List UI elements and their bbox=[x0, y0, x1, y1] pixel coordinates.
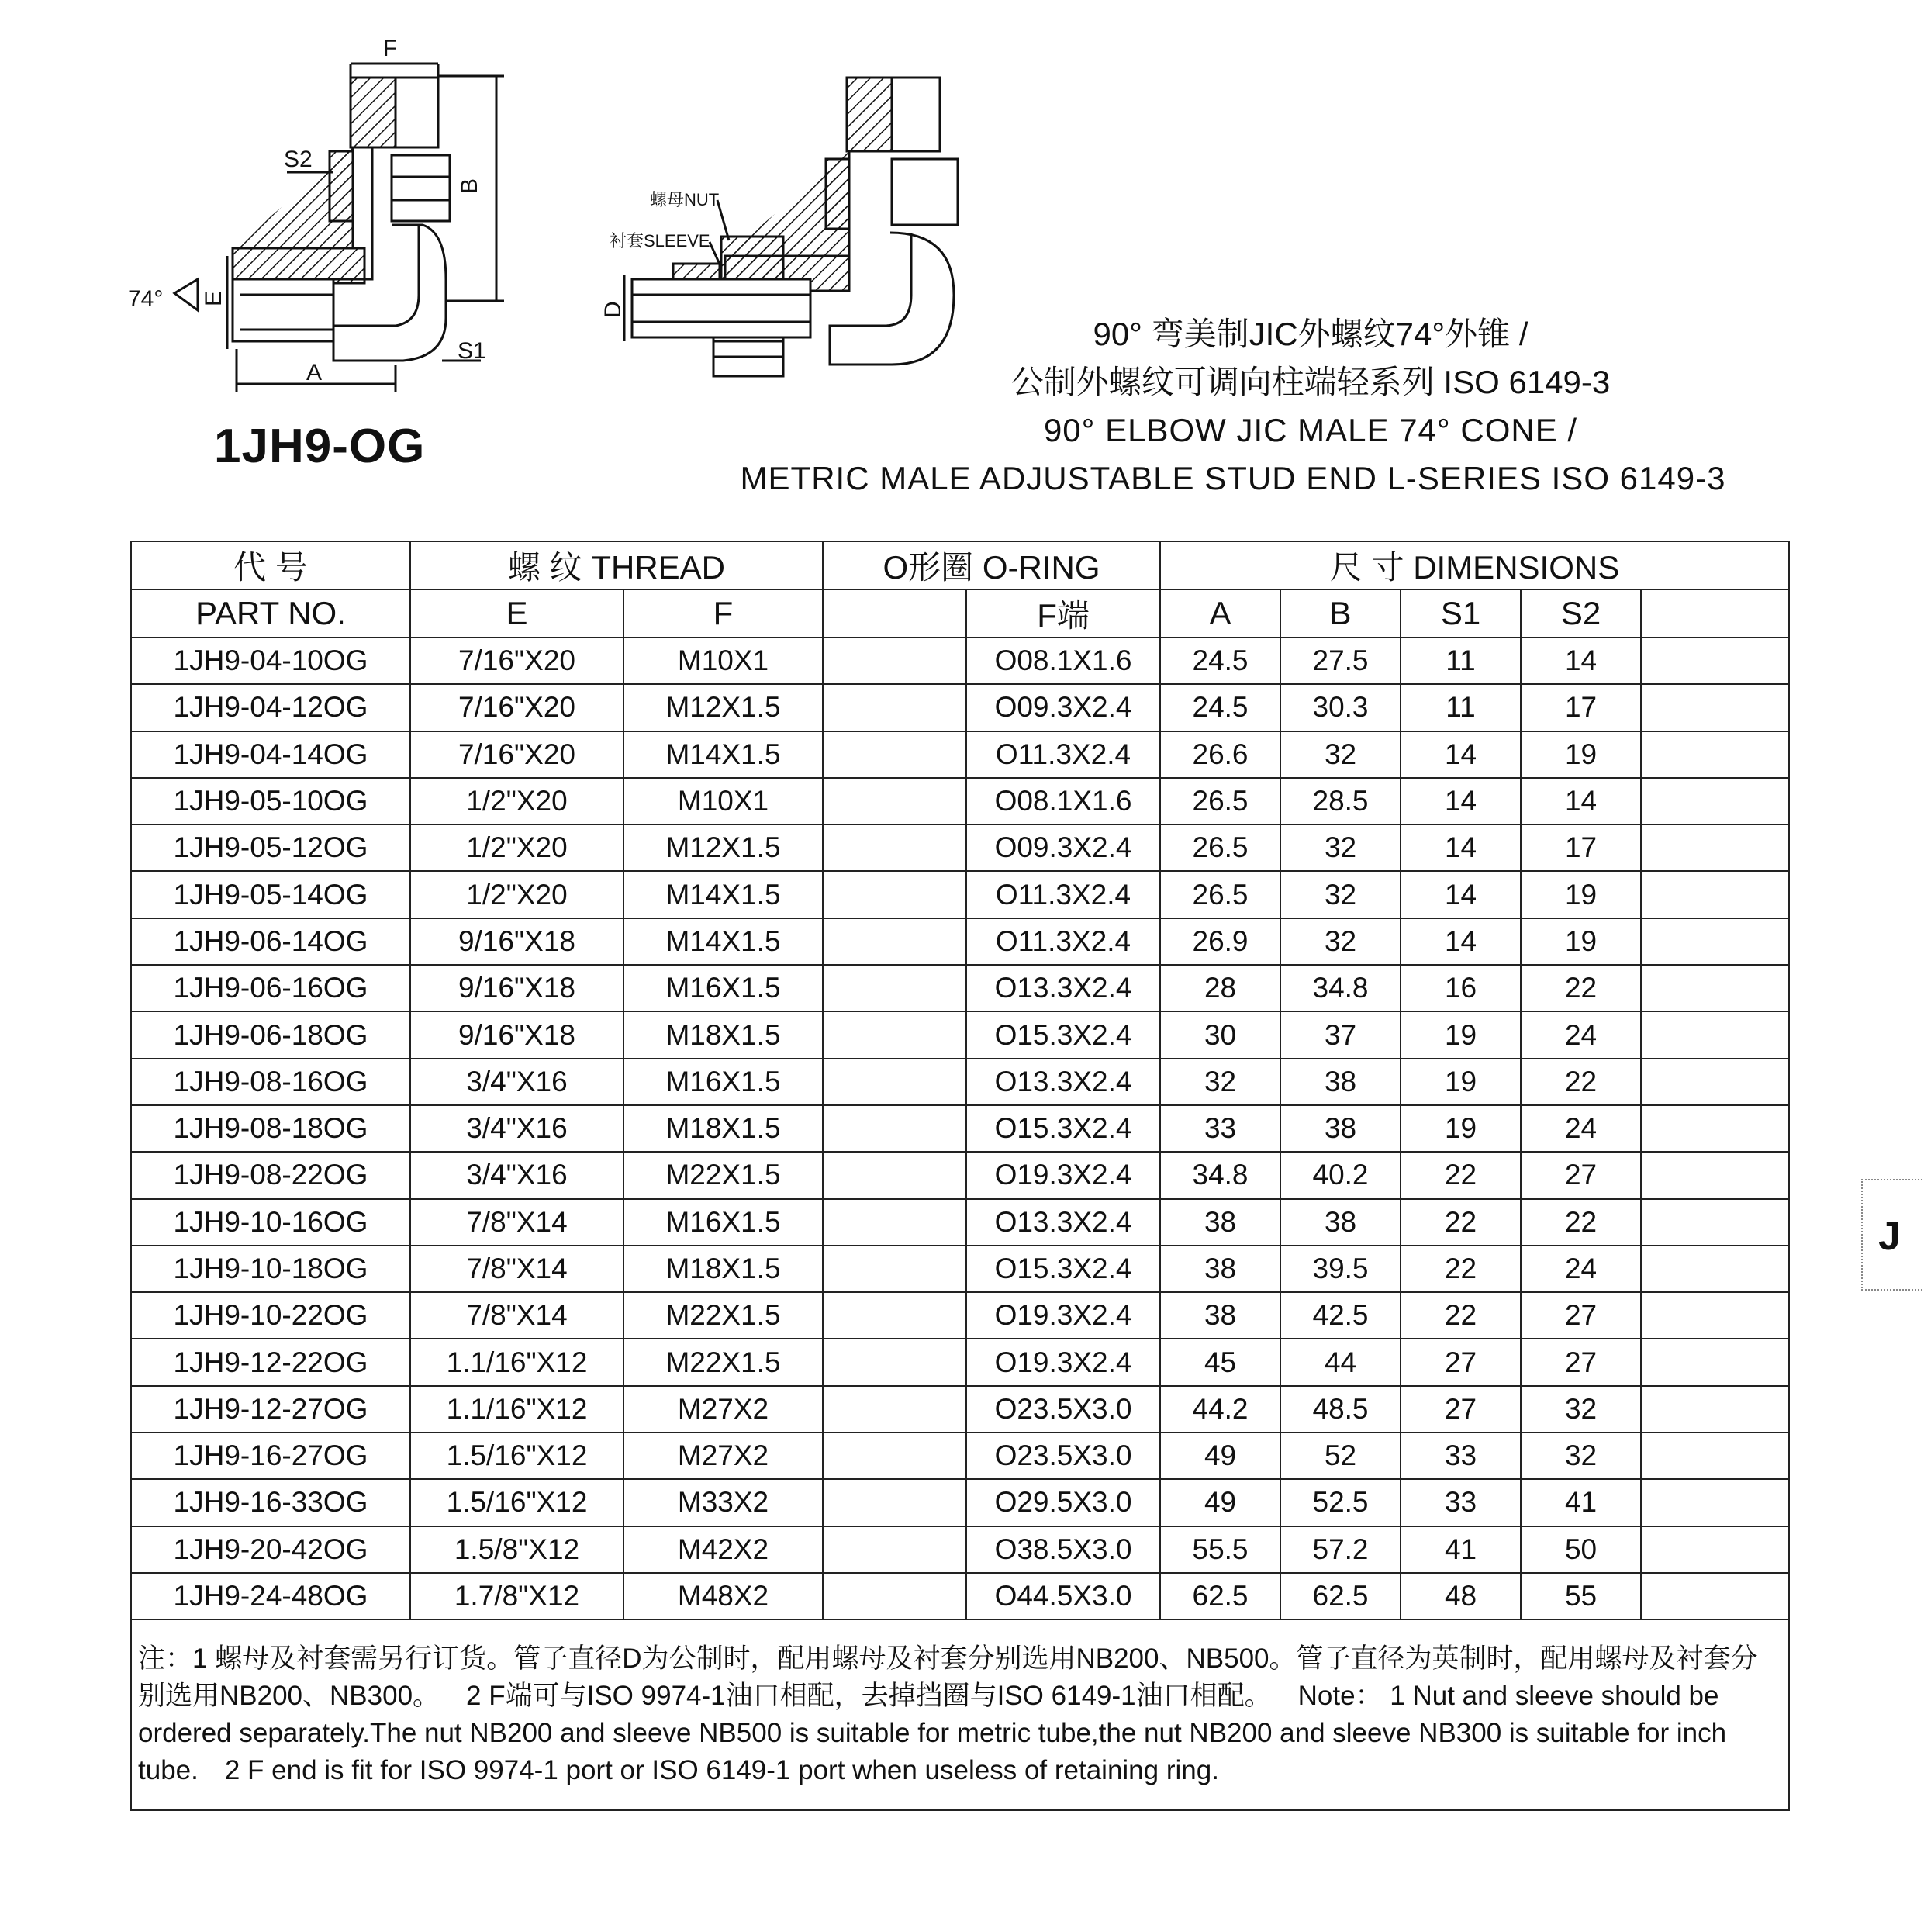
cell-a: 26.5 bbox=[1160, 824, 1280, 871]
cell-s1: 27 bbox=[1401, 1386, 1521, 1433]
cell-oring: O11.3X2.4 bbox=[966, 918, 1160, 965]
header-dimensions: 尺 寸 DIMENSIONS bbox=[1160, 541, 1789, 589]
table-row bbox=[131, 965, 1789, 1011]
cell-f: M14X1.5 bbox=[623, 731, 823, 778]
cell-s2: 22 bbox=[1521, 1199, 1641, 1246]
table-row bbox=[131, 1292, 1789, 1339]
cell-a: 49 bbox=[1160, 1479, 1280, 1526]
table-row bbox=[131, 1059, 1789, 1105]
header-part-en: PART NO. bbox=[131, 589, 410, 638]
cell-part: 1JH9-06-16OG bbox=[131, 965, 410, 1011]
cell-s1: 14 bbox=[1401, 778, 1521, 824]
angle-label: 74° bbox=[128, 286, 164, 312]
cell-empty bbox=[823, 965, 966, 1011]
cell-empty bbox=[823, 731, 966, 778]
dim-label-b: B bbox=[457, 178, 482, 194]
header-a: A bbox=[1160, 589, 1280, 638]
dim-label-a: A bbox=[306, 360, 323, 385]
cell-part: 1JH9-20-42OG bbox=[131, 1526, 410, 1573]
cell-f: M14X1.5 bbox=[623, 918, 823, 965]
cell-s1: 14 bbox=[1401, 871, 1521, 918]
nut-label: 螺母NUT bbox=[650, 190, 720, 209]
cell-b: 32 bbox=[1280, 731, 1401, 778]
cell-empty bbox=[1641, 1199, 1789, 1246]
cell-empty bbox=[823, 1059, 966, 1105]
cell-s1: 22 bbox=[1401, 1246, 1521, 1292]
table-row bbox=[131, 1011, 1789, 1058]
cell-f: M10X1 bbox=[623, 638, 823, 684]
left-fitting-drawing bbox=[174, 64, 504, 392]
dim-label-s1: S1 bbox=[458, 338, 486, 364]
cell-s1: 48 bbox=[1401, 1573, 1521, 1619]
cell-empty bbox=[1641, 684, 1789, 731]
table-row bbox=[131, 1199, 1789, 1246]
table-row bbox=[131, 1479, 1789, 1526]
cell-s1: 11 bbox=[1401, 638, 1521, 684]
cell-e: 7/8"X14 bbox=[410, 1199, 623, 1246]
cell-f: M14X1.5 bbox=[623, 871, 823, 918]
cell-e: 1.5/16"X12 bbox=[410, 1479, 623, 1526]
dim-label-f: F bbox=[382, 36, 398, 61]
cell-oring: O15.3X2.4 bbox=[966, 1246, 1160, 1292]
cell-a: 26.5 bbox=[1160, 871, 1280, 918]
cell-e: 1.1/16"X12 bbox=[410, 1386, 623, 1433]
cell-f: M18X1.5 bbox=[623, 1105, 823, 1152]
cell-oring: O08.1X1.6 bbox=[966, 638, 1160, 684]
cell-e: 1.1/16"X12 bbox=[410, 1339, 623, 1385]
cell-oring: O44.5X3.0 bbox=[966, 1573, 1160, 1619]
cell-s2: 17 bbox=[1521, 684, 1641, 731]
cell-f: M22X1.5 bbox=[623, 1339, 823, 1385]
cell-f: M22X1.5 bbox=[623, 1292, 823, 1339]
cell-b: 28.5 bbox=[1280, 778, 1401, 824]
cell-e: 3/4"X16 bbox=[410, 1152, 623, 1198]
cell-s2: 22 bbox=[1521, 1059, 1641, 1105]
cell-b: 39.5 bbox=[1280, 1246, 1401, 1292]
cell-b: 34.8 bbox=[1280, 965, 1401, 1011]
table-row bbox=[131, 1573, 1789, 1619]
cell-s1: 22 bbox=[1401, 1199, 1521, 1246]
cell-empty bbox=[1641, 1573, 1789, 1619]
cell-b: 30.3 bbox=[1280, 684, 1401, 731]
cell-empty bbox=[823, 638, 966, 684]
cell-a: 34.8 bbox=[1160, 1152, 1280, 1198]
table-row bbox=[131, 1246, 1789, 1292]
cell-a: 38 bbox=[1160, 1292, 1280, 1339]
cell-a: 38 bbox=[1160, 1199, 1280, 1246]
cell-part: 1JH9-04-10OG bbox=[131, 638, 410, 684]
cell-b: 52.5 bbox=[1280, 1479, 1401, 1526]
cell-oring: O15.3X2.4 bbox=[966, 1105, 1160, 1152]
table-row bbox=[131, 824, 1789, 871]
cell-empty bbox=[823, 824, 966, 871]
cell-f: M27X2 bbox=[623, 1386, 823, 1433]
cell-a: 30 bbox=[1160, 1011, 1280, 1058]
cell-e: 1.5/16"X12 bbox=[410, 1433, 623, 1479]
cell-s1: 14 bbox=[1401, 824, 1521, 871]
header-s2: S2 bbox=[1521, 589, 1641, 638]
cell-empty bbox=[823, 1526, 966, 1573]
cell-f: M12X1.5 bbox=[623, 824, 823, 871]
cell-e: 1/2"X20 bbox=[410, 824, 623, 871]
cell-oring: O13.3X2.4 bbox=[966, 1059, 1160, 1105]
cell-part: 1JH9-10-22OG bbox=[131, 1292, 410, 1339]
cell-part: 1JH9-10-16OG bbox=[131, 1199, 410, 1246]
cell-oring: O19.3X2.4 bbox=[966, 1339, 1160, 1385]
cell-a: 24.5 bbox=[1160, 684, 1280, 731]
header-thread: 螺 纹 THREAD bbox=[410, 541, 823, 589]
cell-a: 45 bbox=[1160, 1339, 1280, 1385]
cell-f: M18X1.5 bbox=[623, 1011, 823, 1058]
header-blank bbox=[1641, 589, 1789, 638]
cell-f: M22X1.5 bbox=[623, 1152, 823, 1198]
cell-a: 55.5 bbox=[1160, 1526, 1280, 1573]
cell-empty bbox=[1641, 731, 1789, 778]
cell-empty bbox=[823, 1292, 966, 1339]
product-title bbox=[740, 310, 1815, 503]
cell-empty bbox=[823, 918, 966, 965]
cell-oring: O29.5X3.0 bbox=[966, 1479, 1160, 1526]
cell-part: 1JH9-06-18OG bbox=[131, 1011, 410, 1058]
section-tab-letter: J bbox=[1878, 1214, 1901, 1259]
cell-e: 7/16"X20 bbox=[410, 684, 623, 731]
cell-e: 3/4"X16 bbox=[410, 1059, 623, 1105]
table-row bbox=[131, 1339, 1789, 1385]
spec-table bbox=[130, 541, 1790, 1811]
note-cn-1: 注：1 螺母及衬套需另行订货。管子直径D为公制时，配用螺母及衬套分别选用NB200、NB500。管子直径为英制时，配用螺母及衬套分别选用NB200、NB300。 bbox=[138, 1643, 1758, 1712]
cell-a: 44.2 bbox=[1160, 1386, 1280, 1433]
cell-part: 1JH9-05-12OG bbox=[131, 824, 410, 871]
cell-empty bbox=[823, 1479, 966, 1526]
cell-oring: O11.3X2.4 bbox=[966, 731, 1160, 778]
cell-e: 9/16"X18 bbox=[410, 965, 623, 1011]
cell-empty bbox=[1641, 1246, 1789, 1292]
dim-label-s2: S2 bbox=[284, 147, 313, 172]
cell-part: 1JH9-06-14OG bbox=[131, 918, 410, 965]
cell-part: 1JH9-16-27OG bbox=[131, 1433, 410, 1479]
cell-e: 7/16"X20 bbox=[410, 638, 623, 684]
cell-b: 62.5 bbox=[1280, 1573, 1401, 1619]
cell-part: 1JH9-04-12OG bbox=[131, 684, 410, 731]
title-en-line1: 90° ELBOW JIC MALE 74° CONE / bbox=[1043, 412, 1578, 448]
cell-f: M16X1.5 bbox=[623, 965, 823, 1011]
cell-empty bbox=[823, 1386, 966, 1433]
cell-empty bbox=[1641, 1011, 1789, 1058]
cell-e: 1.5/8"X12 bbox=[410, 1526, 623, 1573]
cell-part: 1JH9-05-10OG bbox=[131, 778, 410, 824]
cell-b: 42.5 bbox=[1280, 1292, 1401, 1339]
header-f-end: F端 bbox=[966, 589, 1160, 638]
title-en-line2: METRIC MALE ADJUSTABLE STUD END L-SERIES ISO 6149-3 bbox=[740, 460, 1726, 496]
cell-empty bbox=[1641, 1292, 1789, 1339]
cell-part: 1JH9-05-14OG bbox=[131, 871, 410, 918]
header-s1: S1 bbox=[1401, 589, 1521, 638]
cell-s1: 22 bbox=[1401, 1152, 1521, 1198]
cell-b: 52 bbox=[1280, 1433, 1401, 1479]
note-cn-2: 2 F端可与ISO 9974-1油口相配，去掉挡圈与ISO 6149-1油口相配。 bbox=[466, 1681, 1272, 1712]
cell-s1: 27 bbox=[1401, 1339, 1521, 1385]
cell-part: 1JH9-12-27OG bbox=[131, 1386, 410, 1433]
cell-a: 32 bbox=[1160, 1059, 1280, 1105]
cell-s2: 22 bbox=[1521, 965, 1641, 1011]
cell-s2: 19 bbox=[1521, 871, 1641, 918]
notes-cell bbox=[131, 1619, 1789, 1810]
cell-empty bbox=[823, 684, 966, 731]
title-cn-line2: 公制外螺纹可调向柱端轻系列 ISO 6149-3 bbox=[1010, 364, 1611, 400]
cell-e: 7/8"X14 bbox=[410, 1292, 623, 1339]
cell-e: 9/16"X18 bbox=[410, 918, 623, 965]
table-row bbox=[131, 1526, 1789, 1573]
cell-e: 1/2"X20 bbox=[410, 778, 623, 824]
cell-empty bbox=[823, 1433, 966, 1479]
cell-s2: 19 bbox=[1521, 918, 1641, 965]
cell-b: 32 bbox=[1280, 824, 1401, 871]
cell-s2: 14 bbox=[1521, 638, 1641, 684]
cell-s2: 24 bbox=[1521, 1246, 1641, 1292]
cell-empty bbox=[823, 871, 966, 918]
cell-s2: 14 bbox=[1521, 778, 1641, 824]
cell-empty bbox=[1641, 638, 1789, 684]
cell-s2: 27 bbox=[1521, 1339, 1641, 1385]
cell-b: 32 bbox=[1280, 918, 1401, 965]
cell-b: 40.2 bbox=[1280, 1152, 1401, 1198]
cell-f: M18X1.5 bbox=[623, 1246, 823, 1292]
cell-s1: 11 bbox=[1401, 684, 1521, 731]
cell-e: 7/8"X14 bbox=[410, 1246, 623, 1292]
cell-part: 1JH9-08-22OG bbox=[131, 1152, 410, 1198]
cell-s2: 32 bbox=[1521, 1433, 1641, 1479]
cell-empty bbox=[1641, 778, 1789, 824]
cell-s1: 16 bbox=[1401, 965, 1521, 1011]
part-code-heading: 1JH9-OG bbox=[214, 420, 426, 473]
cell-part: 1JH9-04-14OG bbox=[131, 731, 410, 778]
cell-s1: 14 bbox=[1401, 731, 1521, 778]
cell-oring: O15.3X2.4 bbox=[966, 1011, 1160, 1058]
cell-part: 1JH9-10-18OG bbox=[131, 1246, 410, 1292]
cell-b: 37 bbox=[1280, 1011, 1401, 1058]
cell-empty bbox=[1641, 965, 1789, 1011]
header-oring: O形圈 O-RING bbox=[823, 541, 1160, 589]
table-row bbox=[131, 731, 1789, 778]
cell-empty bbox=[823, 1152, 966, 1198]
cell-empty bbox=[1641, 918, 1789, 965]
cell-b: 27.5 bbox=[1280, 638, 1401, 684]
sleeve-label: 衬套SLEEVE bbox=[610, 231, 710, 251]
cell-s2: 32 bbox=[1521, 1386, 1641, 1433]
table-row bbox=[131, 638, 1789, 684]
cell-b: 32 bbox=[1280, 871, 1401, 918]
cell-part: 1JH9-24-48OG bbox=[131, 1573, 410, 1619]
cell-part: 1JH9-12-22OG bbox=[131, 1339, 410, 1385]
cell-oring: O19.3X2.4 bbox=[966, 1152, 1160, 1198]
cell-e: 9/16"X18 bbox=[410, 1011, 623, 1058]
cell-oring: O38.5X3.0 bbox=[966, 1526, 1160, 1573]
cell-f: M48X2 bbox=[623, 1573, 823, 1619]
cell-oring: O19.3X2.4 bbox=[966, 1292, 1160, 1339]
cell-empty bbox=[1641, 1433, 1789, 1479]
cell-oring: O13.3X2.4 bbox=[966, 965, 1160, 1011]
cell-f: M10X1 bbox=[623, 778, 823, 824]
cell-s2: 17 bbox=[1521, 824, 1641, 871]
cell-empty bbox=[1641, 824, 1789, 871]
table-row bbox=[131, 871, 1789, 918]
header-e: E bbox=[410, 589, 623, 638]
table-row bbox=[131, 1386, 1789, 1433]
cell-empty bbox=[1641, 1386, 1789, 1433]
title-cn-line1: 90° 弯美制JIC外螺纹74°外锥 / bbox=[1093, 316, 1528, 352]
table-row bbox=[131, 684, 1789, 731]
cell-empty bbox=[823, 1011, 966, 1058]
cell-e: 1.7/8"X12 bbox=[410, 1573, 623, 1619]
cell-a: 26.9 bbox=[1160, 918, 1280, 965]
cell-part: 1JH9-16-33OG bbox=[131, 1479, 410, 1526]
cell-s1: 19 bbox=[1401, 1059, 1521, 1105]
cell-a: 24.5 bbox=[1160, 638, 1280, 684]
cell-a: 38 bbox=[1160, 1246, 1280, 1292]
cell-s1: 41 bbox=[1401, 1526, 1521, 1573]
cell-s2: 27 bbox=[1521, 1152, 1641, 1198]
cell-empty bbox=[823, 1339, 966, 1385]
cell-s2: 24 bbox=[1521, 1011, 1641, 1058]
cell-b: 44 bbox=[1280, 1339, 1401, 1385]
cell-empty bbox=[1641, 1339, 1789, 1385]
cell-a: 62.5 bbox=[1160, 1573, 1280, 1619]
section-tab bbox=[1861, 1179, 1924, 1291]
cell-a: 49 bbox=[1160, 1433, 1280, 1479]
cell-oring: O09.3X2.4 bbox=[966, 824, 1160, 871]
cell-s2: 41 bbox=[1521, 1479, 1641, 1526]
cell-e: 1/2"X20 bbox=[410, 871, 623, 918]
cell-a: 28 bbox=[1160, 965, 1280, 1011]
cell-empty bbox=[823, 778, 966, 824]
cell-oring: O11.3X2.4 bbox=[966, 871, 1160, 918]
cell-s1: 19 bbox=[1401, 1105, 1521, 1152]
cell-empty bbox=[1641, 1152, 1789, 1198]
cell-s1: 33 bbox=[1401, 1479, 1521, 1526]
cell-b: 57.2 bbox=[1280, 1526, 1401, 1573]
cell-empty bbox=[1641, 1526, 1789, 1573]
cell-b: 48.5 bbox=[1280, 1386, 1401, 1433]
cell-oring: O08.1X1.6 bbox=[966, 778, 1160, 824]
header-b: B bbox=[1280, 589, 1401, 638]
cell-empty bbox=[1641, 1059, 1789, 1105]
cell-part: 1JH9-08-16OG bbox=[131, 1059, 410, 1105]
cell-s2: 55 bbox=[1521, 1573, 1641, 1619]
header-f: F bbox=[623, 589, 823, 638]
cell-f: M42X2 bbox=[623, 1526, 823, 1573]
cell-s1: 22 bbox=[1401, 1292, 1521, 1339]
cell-f: M16X1.5 bbox=[623, 1059, 823, 1105]
cell-a: 26.6 bbox=[1160, 731, 1280, 778]
table-row bbox=[131, 1105, 1789, 1152]
dim-label-e: E bbox=[201, 290, 226, 306]
cell-s1: 14 bbox=[1401, 918, 1521, 965]
table-row bbox=[131, 1152, 1789, 1198]
cell-s2: 50 bbox=[1521, 1526, 1641, 1573]
cell-f: M27X2 bbox=[623, 1433, 823, 1479]
cell-empty bbox=[1641, 1479, 1789, 1526]
cell-f: M33X2 bbox=[623, 1479, 823, 1526]
cell-oring: O09.3X2.4 bbox=[966, 684, 1160, 731]
cell-oring: O13.3X2.4 bbox=[966, 1199, 1160, 1246]
cell-s2: 24 bbox=[1521, 1105, 1641, 1152]
cell-b: 38 bbox=[1280, 1199, 1401, 1246]
table-row bbox=[131, 918, 1789, 965]
cell-empty bbox=[1641, 1105, 1789, 1152]
cell-oring: O23.5X3.0 bbox=[966, 1433, 1160, 1479]
cell-e: 7/16"X20 bbox=[410, 731, 623, 778]
cell-s1: 19 bbox=[1401, 1011, 1521, 1058]
cell-b: 38 bbox=[1280, 1059, 1401, 1105]
cell-s2: 27 bbox=[1521, 1292, 1641, 1339]
cell-empty bbox=[823, 1199, 966, 1246]
table-row bbox=[131, 778, 1789, 824]
cell-empty bbox=[1641, 871, 1789, 918]
cell-f: M12X1.5 bbox=[623, 684, 823, 731]
cell-s1: 33 bbox=[1401, 1433, 1521, 1479]
table-row bbox=[131, 1433, 1789, 1479]
cell-b: 38 bbox=[1280, 1105, 1401, 1152]
cell-a: 26.5 bbox=[1160, 778, 1280, 824]
note-en-2: 2 F end is fit for ISO 9974-1 port or ISO 6149-1 port when useless of retaining ring. bbox=[224, 1755, 1219, 1786]
cell-part: 1JH9-08-18OG bbox=[131, 1105, 410, 1152]
cell-empty bbox=[823, 1246, 966, 1292]
cell-s2: 19 bbox=[1521, 731, 1641, 778]
cell-empty bbox=[823, 1105, 966, 1152]
cell-f: M16X1.5 bbox=[623, 1199, 823, 1246]
cell-e: 3/4"X16 bbox=[410, 1105, 623, 1152]
note-en-1: Note： 1 Nut and sleeve should be ordered separately.The nut NB200 and sleeve NB500 is suitable for metric tube,the nut NB200 and sleeve NB300 is suitable for inch tube. bbox=[138, 1681, 1727, 1786]
cell-empty bbox=[823, 1573, 966, 1619]
cell-a: 33 bbox=[1160, 1105, 1280, 1152]
header-part-cn: 代 号 bbox=[131, 541, 410, 589]
cell-oring: O23.5X3.0 bbox=[966, 1386, 1160, 1433]
header-oring-blank bbox=[823, 589, 966, 638]
dim-label-d: D bbox=[600, 301, 626, 318]
